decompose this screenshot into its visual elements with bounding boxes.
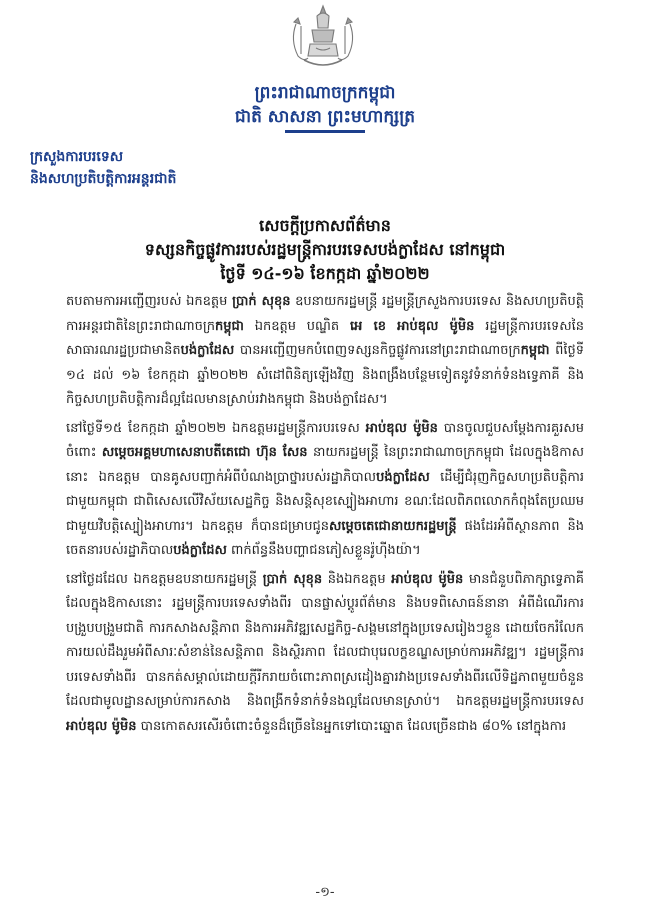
header-divider: [285, 130, 365, 133]
emphasized-name: កម្ពុជា: [520, 343, 550, 358]
paragraph-text: បានចូលជួបសម្តែងការគួរសមចំពោះ: [66, 420, 584, 460]
paragraph-text: ពីថ្ងៃទី ១៤ ដល់ ១៦ ខែកក្កដា ឆ្នាំ២០២២ សំដៅពិនិត្យឡើងវិញ និងពង្រឹងបន្ថែមទៀតនូវទំនាក់ទំនងទ្វេភាគី និងកិច្ចសហប្រតិបត្តិការដ៏ល្អដែលមានស្រាប់រវាងកម្ពុជា និងបង់ក្លាដែស។: [66, 343, 585, 407]
press-release-title: សេចក្តីប្រកាសព័ត៌មាន: [259, 216, 391, 235]
emphasized-name: បង់ក្លាដែស: [376, 469, 430, 485]
emphasized-name: បង់ក្លាដែស: [180, 343, 235, 358]
emphasized-name: សម្តេចតេជោនាយករដ្ឋមន្ត្រី: [329, 518, 457, 534]
emphasized-name: បង់ក្លាដែស: [173, 543, 227, 558]
national-motto: ជាតិ សាសនា ព្រះមហាក្សត្រ: [234, 107, 416, 127]
visit-title: ទស្សនកិច្ចផ្លូវការរបស់រដ្ឋមន្ត្រីការបរទេសបង់ក្លាដែស នៅកម្ពុជា: [144, 240, 506, 259]
emphasized-name: អាប់ឌុល ម៉ូមិន: [391, 571, 464, 587]
page-number: -១-: [315, 885, 335, 900]
emphasized-name: អាប់ឌុល ម៉ូមិន: [365, 420, 438, 436]
ministry-name-line1: ក្រសួងការបរទេស: [30, 149, 124, 165]
ministry-block: [30, 146, 176, 190]
body-paragraph: [66, 568, 584, 740]
paragraph-text: ឧបនាយករដ្ឋមន្ត្រី រដ្ឋមន្ត្រីក្រសួងការបរទេស និងសហប្រតិបត្តិការអន្តរជាតិនៃព្រះរាជាណាចក្រ: [66, 294, 584, 334]
paragraph-text: បានអញ្ជើញមកបំពេញទស្សនកិច្ចផ្លូវការនៅព្រះរាជាណាចក្រ: [234, 343, 521, 358]
emphasized-name: កម្ពុជា: [214, 318, 244, 334]
paragraph-text: នៅថ្ងៃទី១៥ ខែកក្កដា ឆ្នាំ២០២២ ឯកឧត្តមរដ្ឋមន្ត្រីការបរទេស: [66, 420, 366, 436]
paragraph-text: ឯកឧត្តម បណ្ឌិត: [243, 318, 350, 334]
visit-dates: ថ្ងៃទី ១៤-១៦ ខែកក្កដា ឆ្នាំ២០២២: [220, 264, 430, 283]
paragraph-text: ពាក់ព័ន្ធនឹងបញ្ហាជនភៀសខ្លួនរ៉ូហ៊ីងយ៉ា។: [226, 543, 421, 558]
royal-coat-of-arms-emblem: [280, 4, 366, 74]
paragraph-text: និងឯកឧត្តម: [322, 571, 392, 587]
paragraph-text: តបតាមការអញ្ជើញរបស់ ឯកឧត្តម: [66, 294, 233, 309]
emphasized-name: សម្តេចអគ្គមហាសេនាបតីតេជោ ហ៊ុន សែន: [101, 445, 308, 460]
emphasized-name: ប្រាក់ សុខុន: [232, 294, 291, 309]
emphasized-name: ប្រាក់ សុខុន: [262, 571, 323, 587]
press-release-title-block: [0, 214, 650, 286]
paragraph-text: ផងដែរអំពីស្ថានភាព និងចេតនារបស់រដ្ឋាភិបាល: [66, 518, 584, 558]
paragraph-text: រដ្ឋមន្ត្រីការបរទេសនៃសាធារណរដ្ឋប្រជាមានិត: [66, 318, 584, 358]
press-release-body: [66, 290, 584, 739]
paragraph-text: នាយករដ្ឋមន្ត្រី នៃព្រះរាជាណាចក្រកម្ពុជា ដែលក្នុងឱកាសនោះ ឯកឧត្តម បានគូសបញ្ជាក់អំពីបំណងប្រាថ្នារបស់រដ្ឋាភិបាល: [66, 445, 584, 485]
body-paragraph: [66, 417, 584, 564]
emphasized-name: អាប់ឌុល ម៉ូមិន: [66, 718, 137, 734]
body-paragraph: [66, 290, 584, 413]
kingdom-name: ព្រះរាជាណាចក្រកម្ពុជា: [254, 83, 396, 103]
paragraph-text: មានជំនួបពិភាក្សាទ្វេភាគី ដែលក្នុងឱកាសនោះ រដ្ឋមន្ត្រីការបរទេសទាំងពីរ បានផ្លាស់ប្តូរព័ត៌មាន និងបទពិសោធន៍នានា អំពីដំណើរការបង្រួបបង្រួមជាតិ ការកសាងសន្តិភាព និងការអភិវឌ្ឍសេដ្ឋកិច្ច-សង្គមនៅក្នុងប្រទេសរៀងៗខ្លួន ដោយចែករំលែកការយល់ដឹងរួមអំពីសារៈសំខាន់នៃសន្តិភាព និងស្ថិរភាព ដែលជាបុរេលក្ខខណ្ឌសម្រាប់ការអភិវឌ្ឍ។ រដ្ឋមន្ត្រីការបរទេសទាំងពីរ បានកត់សម្គាល់ដោយក្តីរីករាយចំពោះភាពស្រដៀងគ្នារវាងប្រទេសទាំងពីរលើទិដ្ឋភាពមួយចំនួន ដែលជាមូលដ្ឋានសម្រាប់ការកសាង និងពង្រីកទំនាក់ទំនងល្អដែលមានស្រាប់។ ឯកឧត្តមរដ្ឋមន្ត្រីការបរទេស: [66, 571, 585, 709]
ministry-name-line2: និងសហប្រតិបត្តិការអន្តរជាតិ: [30, 171, 177, 187]
emphasized-name: អេ ខេ អាប់ឌុល ម៉ូមិន: [349, 318, 475, 334]
paragraph-text: នៅថ្ងៃដដែល ឯកឧត្តមឧបនាយករដ្ឋមន្ត្រី: [66, 571, 263, 587]
paragraph-text: បានកោតសរសើរចំពោះចំនួនដ៏ច្រើននៃអ្នកទៅបោះឆ្នោត ដែលច្រើនជាង ៨០% នៅក្នុងការ: [136, 718, 567, 734]
paragraph-text: ដើម្បីជំរុញកិច្ចសហប្រតិបត្តិការជាមួយកម្ពុជា ជាពិសេសលើវិស័យសេដ្ឋកិច្ច និងសន្តិសុខស្បៀងអាហារ ខណៈដែលពិភពលោកកំពុងតែប្រឈមជាមួយវិបត្តិស្បៀងអាហារ។ ឯកឧត្តម ក៏បានជម្រាបជូន: [66, 469, 584, 534]
